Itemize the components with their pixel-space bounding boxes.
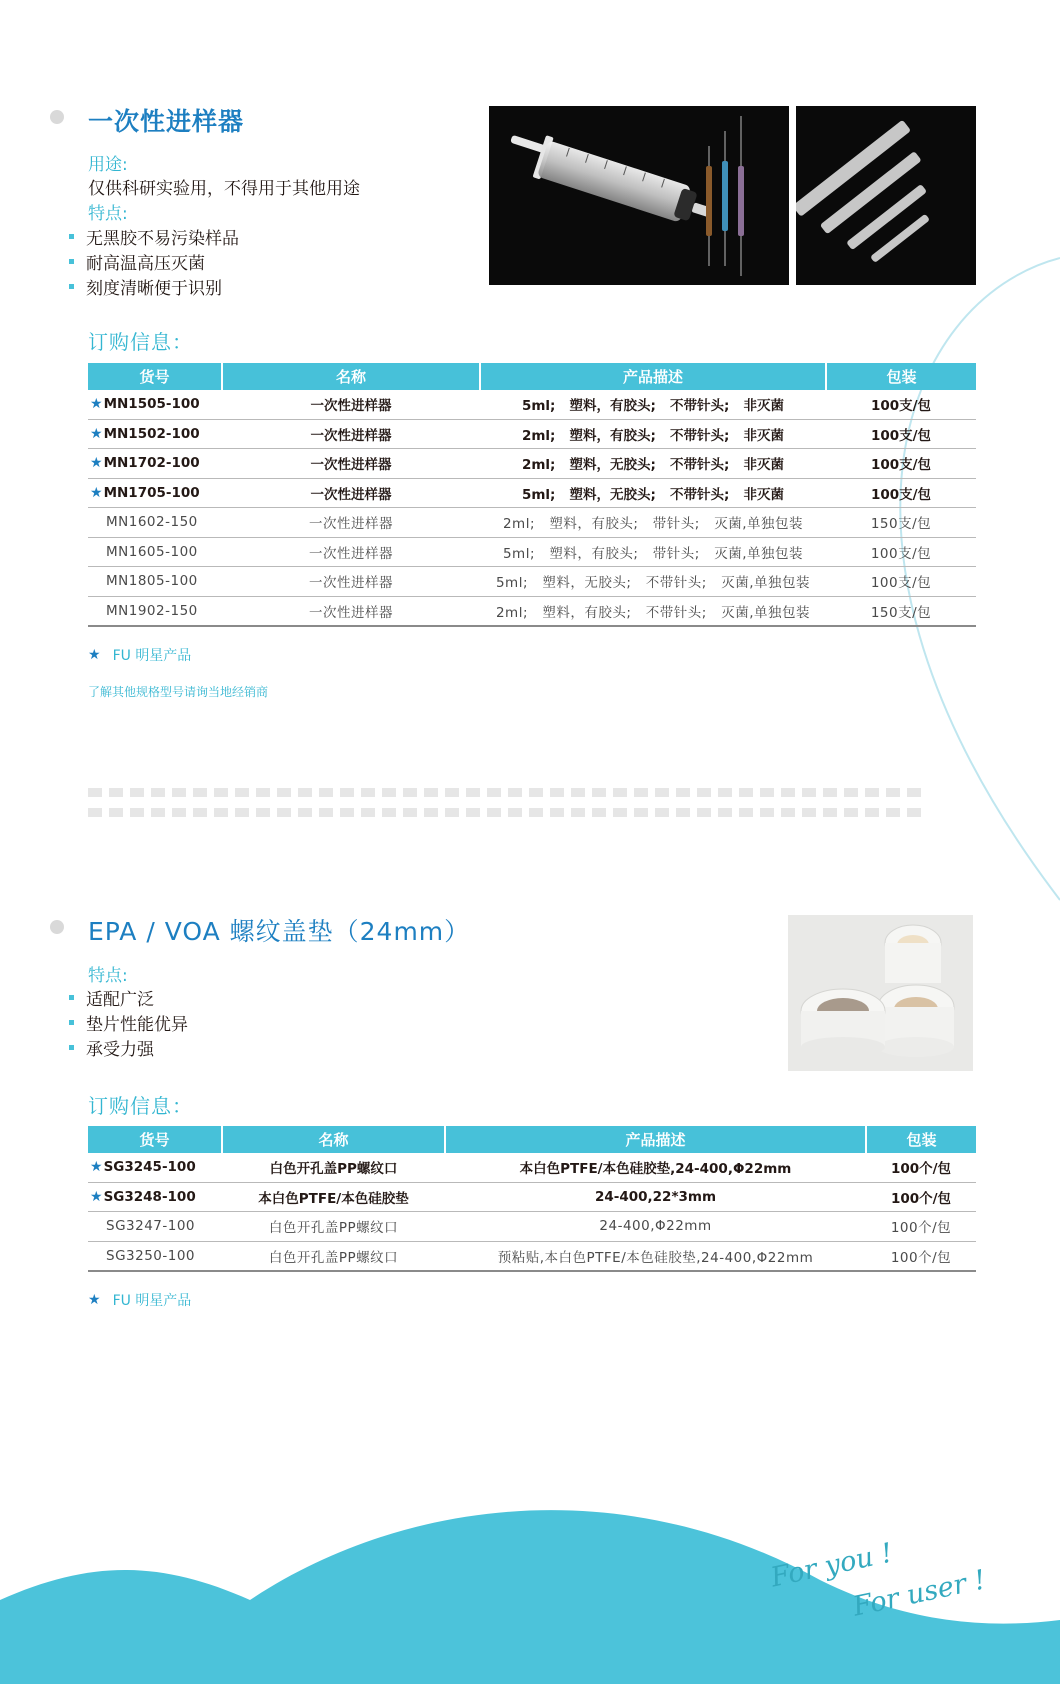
star-product-note: ★ FU 明星产品 (88, 647, 192, 664)
product-desc: 2ml; 塑料，有胶头; 带针头; 灭菌,单独包装 (480, 508, 826, 538)
product-name: 一次性进样器 (222, 537, 480, 567)
separator-band (88, 808, 921, 817)
feature-list (88, 224, 239, 299)
product-desc: 5ml; 塑料，有胶头; 不带针头; 非灭菌 (480, 390, 826, 419)
star-product-note: ★ FU 明星产品 (88, 1292, 192, 1309)
product-desc: 5ml; 塑料，无胶头; 不带针头; 非灭菌 (480, 478, 826, 508)
product-desc: 预粘贴,本白色PTFE/本色硅胶垫,24-400,Φ22mm (445, 1241, 866, 1271)
product-code: MN1902-150 (88, 596, 222, 626)
product-code: MN1502-100 (103, 425, 200, 442)
order-info-title: 订购信息： (88, 1094, 193, 1118)
star-icon: ★ (90, 1159, 103, 1176)
product-pack: 100支/包 (826, 390, 976, 419)
product-pack: 100个/包 (866, 1153, 976, 1182)
product-pack: 150支/包 (826, 596, 976, 626)
product-code: MN1805-100 (88, 567, 222, 597)
table-row (88, 419, 976, 449)
product-pack: 100支/包 (826, 449, 976, 479)
star-icon: ★ (88, 1292, 101, 1308)
slogan-line-2: For user ! (850, 1564, 989, 1623)
product-name: 白色开孔盖PP螺纹口 (222, 1153, 445, 1182)
bullet-square-icon (69, 259, 74, 264)
section-bullet-dot (50, 920, 64, 934)
column-header: 名称 (222, 1126, 445, 1153)
product-name: 一次性进样器 (222, 449, 480, 479)
feature-item: 垫片性能优异 (88, 1010, 188, 1035)
product-name: 白色开孔盖PP螺纹口 (222, 1212, 445, 1242)
contact-dealer-note: 了解其他规格型号请询当地经销商 (88, 685, 269, 699)
features-label: 特点: (88, 966, 128, 986)
product-pack: 100支/包 (826, 419, 976, 449)
syringe-set-illustration (796, 106, 976, 285)
column-header: 货号 (88, 1126, 222, 1153)
product-pack: 100个/包 (866, 1212, 976, 1242)
table-row (88, 478, 976, 508)
product-code: SG3247-100 (88, 1212, 222, 1242)
usage-label: 用途: (88, 155, 128, 175)
feature-item: 刻度清晰便于识别 (88, 274, 239, 299)
table-row (88, 449, 976, 479)
product-name: 一次性进样器 (222, 567, 480, 597)
star-icon: ★ (90, 455, 103, 472)
slogan-line-1: For you ! (768, 1537, 896, 1594)
product-code: MN1505-100 (103, 396, 200, 413)
product-pack: 100个/包 (866, 1182, 976, 1212)
feature-item: 适配广泛 (88, 985, 188, 1010)
product-desc: 24-400,Φ22mm (445, 1212, 866, 1242)
bullet-square-icon (69, 234, 74, 239)
syringe-illustration (489, 106, 789, 285)
table-row (88, 537, 976, 567)
cap-illustration (788, 915, 973, 1071)
product-pack: 150支/包 (826, 508, 976, 538)
column-header: 产品描述 (480, 363, 826, 390)
bullet-square-icon (69, 1020, 74, 1025)
feature-item: 耐高温高压灭菌 (88, 249, 239, 274)
table-header-row (88, 363, 976, 390)
table-row (88, 508, 976, 538)
product-name: 一次性进样器 (222, 419, 480, 449)
product-table (88, 363, 976, 627)
column-header: 产品描述 (445, 1126, 866, 1153)
product-name: 白色开孔盖PP螺纹口 (222, 1241, 445, 1271)
product-desc: 2ml; 塑料，有胶头; 不带针头; 灭菌,单独包装 (480, 596, 826, 626)
column-header: 包装 (826, 363, 976, 390)
feature-list (88, 985, 188, 1060)
separator-band (88, 788, 921, 797)
features-label: 特点: (88, 204, 128, 224)
product-code: SG3248-100 (103, 1188, 196, 1205)
star-icon: ★ (90, 396, 103, 413)
table-header-row (88, 1126, 976, 1153)
table-row (88, 1241, 976, 1271)
star-icon: ★ (90, 1188, 103, 1205)
product-code: MN1602-150 (88, 508, 222, 538)
column-header: 货号 (88, 363, 222, 390)
table-row (88, 596, 976, 626)
feature-item: 无黑胶不易污染样品 (88, 224, 239, 249)
product-desc: 2ml; 塑料，有胶头; 不带针头; 非灭菌 (480, 419, 826, 449)
section-title: EPA / VOA 螺纹盖垫（24mm） (88, 917, 471, 946)
usage-text: 仅供科研实验用，不得用于其他用途 (88, 179, 360, 199)
product-desc: 本白色PTFE/本色硅胶垫,24-400,Φ22mm (445, 1153, 866, 1182)
column-header: 名称 (222, 363, 480, 390)
product-desc: 5ml; 塑料，无胶头; 不带针头; 灭菌,单独包装 (480, 567, 826, 597)
bullet-square-icon (69, 1045, 74, 1050)
star-icon: ★ (90, 425, 103, 442)
product-code: MN1705-100 (103, 484, 200, 501)
product-name: 本白色PTFE/本色硅胶垫 (222, 1182, 445, 1212)
product-pack: 100支/包 (826, 567, 976, 597)
product-code: MN1605-100 (88, 537, 222, 567)
product-code: SG3245-100 (103, 1159, 196, 1176)
product-name: 一次性进样器 (222, 596, 480, 626)
product-pack: 100支/包 (826, 478, 976, 508)
product-name: 一次性进样器 (222, 390, 480, 419)
product-name: 一次性进样器 (222, 478, 480, 508)
table-row (88, 390, 976, 419)
star-icon: ★ (88, 647, 101, 663)
table-row (88, 1182, 976, 1212)
product-pack: 100支/包 (826, 537, 976, 567)
column-header: 包装 (866, 1126, 976, 1153)
syringe-set-photo (796, 106, 976, 285)
section-title: 一次性进样器 (88, 107, 245, 136)
star-icon: ★ (90, 484, 103, 501)
product-table (88, 1126, 976, 1272)
product-pack: 100个/包 (866, 1241, 976, 1271)
table-row (88, 1212, 976, 1242)
bullet-square-icon (69, 995, 74, 1000)
product-desc: 5ml; 塑料，有胶头; 带针头; 灭菌,单独包装 (480, 537, 826, 567)
bullet-square-icon (69, 284, 74, 289)
product-name: 一次性进样器 (222, 508, 480, 538)
section-bullet-dot (50, 110, 64, 124)
cap-septa-photo (788, 915, 973, 1071)
feature-item: 承受力强 (88, 1035, 188, 1060)
product-code: MN1702-100 (103, 455, 200, 472)
table-row (88, 1153, 976, 1182)
product-desc: 24-400,22*3mm (445, 1182, 866, 1212)
table-row (88, 567, 976, 597)
syringe-photo (489, 106, 789, 285)
product-desc: 2ml; 塑料，无胶头; 不带针头; 非灭菌 (480, 449, 826, 479)
order-info-title: 订购信息： (88, 330, 193, 354)
product-code: SG3250-100 (88, 1241, 222, 1271)
